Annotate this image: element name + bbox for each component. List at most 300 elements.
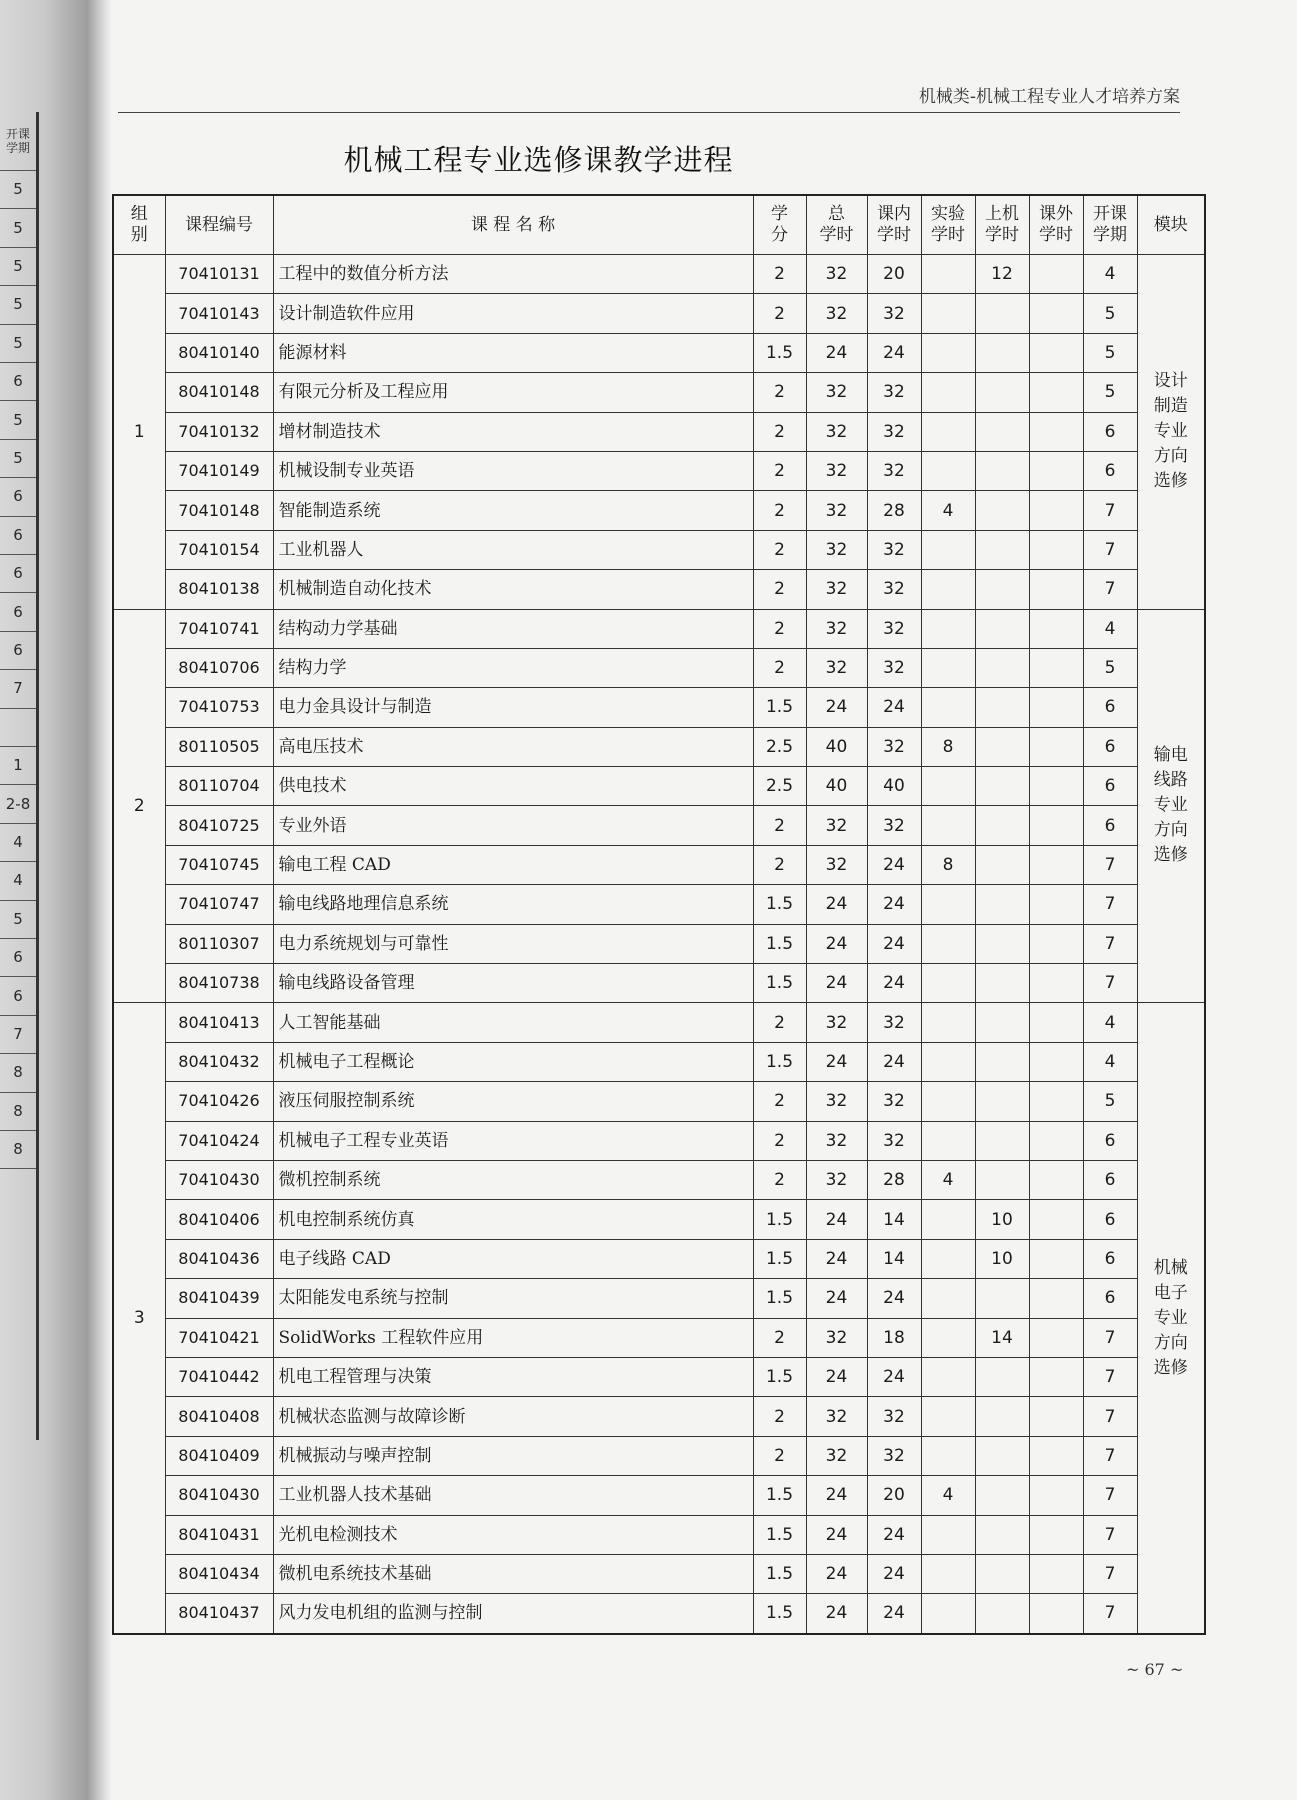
total-hours-cell: 24 xyxy=(806,924,867,963)
credit-cell: 2 xyxy=(753,530,806,569)
lab-hours-cell xyxy=(921,688,975,727)
total-hours-cell: 32 xyxy=(806,451,867,490)
total-hours-cell: 32 xyxy=(806,1436,867,1475)
previous-page-semester-cell: 6 xyxy=(0,362,36,401)
course-code-cell: 80410413 xyxy=(165,1003,273,1042)
course-name-cell: 能源材料 xyxy=(273,333,753,372)
extracurricular-hours-cell xyxy=(1029,1239,1083,1278)
semester-cell: 5 xyxy=(1083,333,1137,372)
computer-hours-cell xyxy=(975,1121,1029,1160)
total-hours-cell: 32 xyxy=(806,806,867,845)
total-hours-cell: 24 xyxy=(806,1200,867,1239)
course-name-cell: 微机控制系统 xyxy=(273,1160,753,1199)
extracurricular-hours-cell xyxy=(1029,1436,1083,1475)
header-lab-hours: 实验 学时 xyxy=(921,195,975,255)
header-course-code: 课程编号 xyxy=(165,195,273,255)
computer-hours-cell xyxy=(975,491,1029,530)
course-code-cell: 70410753 xyxy=(165,688,273,727)
course-code-cell: 80410725 xyxy=(165,806,273,845)
header-extracurricular-hours: 课外 学时 xyxy=(1029,195,1083,255)
table-row xyxy=(113,727,1205,766)
previous-page-semester-cell: 2-8 xyxy=(0,784,36,823)
course-code-cell: 80110704 xyxy=(165,767,273,806)
course-name-cell: 供电技术 xyxy=(273,767,753,806)
lecture-hours-cell: 24 xyxy=(867,964,921,1003)
table-row xyxy=(113,1397,1205,1436)
lecture-hours-cell: 32 xyxy=(867,806,921,845)
lab-hours-cell xyxy=(921,964,975,1003)
lecture-hours-cell: 20 xyxy=(867,255,921,294)
previous-page-semester-cell: 5 xyxy=(0,439,36,478)
lecture-hours-cell: 32 xyxy=(867,1436,921,1475)
extracurricular-hours-cell xyxy=(1029,1554,1083,1593)
previous-page-semester-cell: 1 xyxy=(0,746,36,785)
credit-cell: 2 xyxy=(753,491,806,530)
lecture-hours-cell: 24 xyxy=(867,845,921,884)
header-semester: 开课 学期 xyxy=(1083,195,1137,255)
course-code-cell: 80410439 xyxy=(165,1279,273,1318)
computer-hours-cell xyxy=(975,333,1029,372)
course-name-cell: 输电线路设备管理 xyxy=(273,964,753,1003)
table-row xyxy=(113,1554,1205,1593)
extracurricular-hours-cell xyxy=(1029,1082,1083,1121)
previous-page-semester-cell: 6 xyxy=(0,516,36,555)
computer-hours-cell xyxy=(975,1436,1029,1475)
lab-hours-cell xyxy=(921,1436,975,1475)
course-code-cell: 70410421 xyxy=(165,1318,273,1357)
lecture-hours-cell: 24 xyxy=(867,688,921,727)
credit-cell: 1.5 xyxy=(753,688,806,727)
previous-page-semester-cell: 6 xyxy=(0,938,36,977)
total-hours-cell: 24 xyxy=(806,333,867,372)
course-name-cell: 智能制造系统 xyxy=(273,491,753,530)
course-name-cell: 机械电子工程概论 xyxy=(273,1042,753,1081)
total-hours-cell: 24 xyxy=(806,1239,867,1278)
lecture-hours-cell: 32 xyxy=(867,1121,921,1160)
lecture-hours-cell: 40 xyxy=(867,767,921,806)
computer-hours-cell xyxy=(975,845,1029,884)
table-row xyxy=(113,924,1205,963)
lab-hours-cell xyxy=(921,1554,975,1593)
lecture-hours-cell: 24 xyxy=(867,1279,921,1318)
lecture-hours-cell: 32 xyxy=(867,412,921,451)
lab-hours-cell: 4 xyxy=(921,1160,975,1199)
lecture-hours-cell: 24 xyxy=(867,1515,921,1554)
lecture-hours-cell: 24 xyxy=(867,333,921,372)
course-name-cell: 机电工程管理与决策 xyxy=(273,1357,753,1396)
total-hours-cell: 24 xyxy=(806,964,867,1003)
course-name-cell: 光机电检测技术 xyxy=(273,1515,753,1554)
course-name-cell: 微机电系统技术基础 xyxy=(273,1554,753,1593)
computer-hours-cell xyxy=(975,1160,1029,1199)
semester-cell: 6 xyxy=(1083,727,1137,766)
total-hours-cell: 32 xyxy=(806,609,867,648)
lecture-hours-cell: 32 xyxy=(867,294,921,333)
credit-cell: 2 xyxy=(753,1082,806,1121)
extracurricular-hours-cell xyxy=(1029,609,1083,648)
table-row xyxy=(113,294,1205,333)
group-number: 2 xyxy=(113,609,165,1003)
course-code-cell: 80410706 xyxy=(165,648,273,687)
credit-cell: 1.5 xyxy=(753,1200,806,1239)
previous-page-semester-cell xyxy=(0,708,36,747)
semester-cell: 7 xyxy=(1083,1515,1137,1554)
course-name-cell: 结构力学 xyxy=(273,648,753,687)
previous-page-semester-cell: 6 xyxy=(0,592,36,631)
total-hours-cell: 32 xyxy=(806,1397,867,1436)
total-hours-cell: 32 xyxy=(806,491,867,530)
lecture-hours-cell: 20 xyxy=(867,1476,921,1515)
table-row xyxy=(113,1121,1205,1160)
previous-page-semester-cell: 6 xyxy=(0,976,36,1015)
table-row xyxy=(113,1594,1205,1634)
course-name-cell: 结构动力学基础 xyxy=(273,609,753,648)
lecture-hours-cell: 32 xyxy=(867,1003,921,1042)
lecture-hours-cell: 32 xyxy=(867,1397,921,1436)
total-hours-cell: 24 xyxy=(806,1357,867,1396)
credit-cell: 1.5 xyxy=(753,1515,806,1554)
course-code-cell: 80410406 xyxy=(165,1200,273,1239)
lecture-hours-cell: 28 xyxy=(867,491,921,530)
semester-cell: 7 xyxy=(1083,1476,1137,1515)
course-name-cell: 液压伺服控制系统 xyxy=(273,1082,753,1121)
lab-hours-cell xyxy=(921,648,975,687)
semester-cell: 7 xyxy=(1083,1357,1137,1396)
credit-cell: 2 xyxy=(753,412,806,451)
previous-page-semester-cell: 4 xyxy=(0,861,36,900)
table-row xyxy=(113,1279,1205,1318)
computer-hours-cell xyxy=(975,609,1029,648)
total-hours-cell: 24 xyxy=(806,1042,867,1081)
extracurricular-hours-cell xyxy=(1029,1515,1083,1554)
lab-hours-cell xyxy=(921,1239,975,1278)
course-name-cell: 工业机器人 xyxy=(273,530,753,569)
extracurricular-hours-cell xyxy=(1029,767,1083,806)
lab-hours-cell xyxy=(921,1082,975,1121)
credit-cell: 1.5 xyxy=(753,1357,806,1396)
course-name-cell: 机电控制系统仿真 xyxy=(273,1200,753,1239)
extracurricular-hours-cell xyxy=(1029,924,1083,963)
header-computer-hours: 上机 学时 xyxy=(975,195,1029,255)
extracurricular-hours-cell xyxy=(1029,1042,1083,1081)
computer-hours-cell xyxy=(975,412,1029,451)
semester-cell: 5 xyxy=(1083,294,1137,333)
lab-hours-cell xyxy=(921,1200,975,1239)
total-hours-cell: 24 xyxy=(806,1594,867,1634)
lab-hours-cell xyxy=(921,1515,975,1554)
extracurricular-hours-cell xyxy=(1029,333,1083,372)
lecture-hours-cell: 24 xyxy=(867,924,921,963)
table-row xyxy=(113,688,1205,727)
course-name-cell: 增材制造技术 xyxy=(273,412,753,451)
table-row xyxy=(113,1200,1205,1239)
credit-cell: 2 xyxy=(753,609,806,648)
running-header-text: 机械类-机械工程专业人才培养方案 xyxy=(918,87,1180,107)
lab-hours-cell xyxy=(921,255,975,294)
page-number: ~ 67 ~ xyxy=(1126,1660,1184,1679)
computer-hours-cell xyxy=(975,1042,1029,1081)
table-row xyxy=(113,1436,1205,1475)
total-hours-cell: 32 xyxy=(806,845,867,884)
course-code-cell: 80410138 xyxy=(165,570,273,609)
group-number: 1 xyxy=(113,255,165,610)
module-label: 机械 电子 专业 方向 选修 xyxy=(1137,1003,1205,1634)
semester-cell: 6 xyxy=(1083,806,1137,845)
table-header-row xyxy=(113,195,1205,255)
semester-cell: 6 xyxy=(1083,767,1137,806)
course-code-cell: 70410143 xyxy=(165,294,273,333)
previous-page-semester-cell: 5 xyxy=(0,400,36,439)
table-row xyxy=(113,373,1205,412)
previous-page-semester-cell: 8 xyxy=(0,1130,36,1169)
computer-hours-cell xyxy=(975,373,1029,412)
extracurricular-hours-cell xyxy=(1029,294,1083,333)
course-name-cell: 机械电子工程专业英语 xyxy=(273,1121,753,1160)
total-hours-cell: 32 xyxy=(806,373,867,412)
course-code-cell: 80410738 xyxy=(165,964,273,1003)
course-code-cell: 80410436 xyxy=(165,1239,273,1278)
table-row xyxy=(113,1476,1205,1515)
table-row xyxy=(113,333,1205,372)
lab-hours-cell xyxy=(921,570,975,609)
semester-cell: 7 xyxy=(1083,530,1137,569)
table-row xyxy=(113,964,1205,1003)
extracurricular-hours-cell xyxy=(1029,1200,1083,1239)
extracurricular-hours-cell xyxy=(1029,451,1083,490)
course-name-cell: 高电压技术 xyxy=(273,727,753,766)
total-hours-cell: 32 xyxy=(806,294,867,333)
credit-cell: 1.5 xyxy=(753,885,806,924)
lab-hours-cell xyxy=(921,451,975,490)
extracurricular-hours-cell xyxy=(1029,964,1083,1003)
computer-hours-cell xyxy=(975,1279,1029,1318)
course-name-cell: 太阳能发电系统与控制 xyxy=(273,1279,753,1318)
previous-page-semester-cell: 5 xyxy=(0,170,36,209)
credit-cell: 2 xyxy=(753,1397,806,1436)
credit-cell: 1.5 xyxy=(753,1239,806,1278)
table-row xyxy=(113,1082,1205,1121)
total-hours-cell: 24 xyxy=(806,1554,867,1593)
semester-cell: 6 xyxy=(1083,451,1137,490)
total-hours-cell: 32 xyxy=(806,530,867,569)
computer-hours-cell xyxy=(975,1515,1029,1554)
total-hours-cell: 32 xyxy=(806,1318,867,1357)
semester-cell: 7 xyxy=(1083,1436,1137,1475)
previous-page-semester-cell: 5 xyxy=(0,900,36,939)
semester-cell: 7 xyxy=(1083,1397,1137,1436)
previous-page-semester-cell: 5 xyxy=(0,208,36,247)
course-code-cell: 80410409 xyxy=(165,1436,273,1475)
credit-cell: 2 xyxy=(753,648,806,687)
course-name-cell: 输电线路地理信息系统 xyxy=(273,885,753,924)
computer-hours-cell xyxy=(975,294,1029,333)
module-label: 输电 线路 专业 方向 选修 xyxy=(1137,609,1205,1003)
course-name-cell: 机械制造自动化技术 xyxy=(273,570,753,609)
table-row xyxy=(113,1239,1205,1278)
course-code-cell: 80410432 xyxy=(165,1042,273,1081)
extracurricular-hours-cell xyxy=(1029,885,1083,924)
course-name-cell: 机械振动与噪声控制 xyxy=(273,1436,753,1475)
lecture-hours-cell: 32 xyxy=(867,648,921,687)
lecture-hours-cell: 24 xyxy=(867,1554,921,1593)
course-code-cell: 70410747 xyxy=(165,885,273,924)
course-name-cell: 风力发电机组的监测与控制 xyxy=(273,1594,753,1634)
table-row xyxy=(113,530,1205,569)
credit-cell: 2.5 xyxy=(753,767,806,806)
course-code-cell: 70410442 xyxy=(165,1357,273,1396)
lab-hours-cell xyxy=(921,530,975,569)
computer-hours-cell xyxy=(975,648,1029,687)
computer-hours-cell xyxy=(975,885,1029,924)
previous-page-semester-cell: 7 xyxy=(0,669,36,708)
credit-cell: 1.5 xyxy=(753,924,806,963)
lab-hours-cell: 4 xyxy=(921,491,975,530)
course-code-cell: 70410131 xyxy=(165,255,273,294)
semester-cell: 7 xyxy=(1083,845,1137,884)
lab-hours-cell: 8 xyxy=(921,727,975,766)
credit-cell: 2 xyxy=(753,1436,806,1475)
credit-cell: 1.5 xyxy=(753,1042,806,1081)
lecture-hours-cell: 32 xyxy=(867,609,921,648)
semester-cell: 5 xyxy=(1083,1082,1137,1121)
course-name-cell: 电力金具设计与制造 xyxy=(273,688,753,727)
computer-hours-cell xyxy=(975,806,1029,845)
semester-cell: 6 xyxy=(1083,1121,1137,1160)
course-code-cell: 80410437 xyxy=(165,1594,273,1634)
header-credit: 学 分 xyxy=(753,195,806,255)
lecture-hours-cell: 32 xyxy=(867,373,921,412)
computer-hours-cell xyxy=(975,964,1029,1003)
credit-cell: 1.5 xyxy=(753,964,806,1003)
computer-hours-cell xyxy=(975,767,1029,806)
table-row xyxy=(113,1042,1205,1081)
table-row xyxy=(113,1318,1205,1357)
extracurricular-hours-cell xyxy=(1029,570,1083,609)
credit-cell: 1.5 xyxy=(753,1554,806,1593)
semester-cell: 7 xyxy=(1083,570,1137,609)
lab-hours-cell xyxy=(921,924,975,963)
total-hours-cell: 32 xyxy=(806,1003,867,1042)
lab-hours-cell xyxy=(921,1357,975,1396)
course-code-cell: 70410745 xyxy=(165,845,273,884)
course-code-cell: 70410154 xyxy=(165,530,273,569)
semester-cell: 4 xyxy=(1083,609,1137,648)
total-hours-cell: 32 xyxy=(806,1160,867,1199)
lecture-hours-cell: 32 xyxy=(867,451,921,490)
total-hours-cell: 32 xyxy=(806,1082,867,1121)
lab-hours-cell xyxy=(921,1003,975,1042)
course-code-cell: 70410149 xyxy=(165,451,273,490)
computer-hours-cell xyxy=(975,1357,1029,1396)
course-code-cell: 80410430 xyxy=(165,1476,273,1515)
computer-hours-cell xyxy=(975,1476,1029,1515)
extracurricular-hours-cell xyxy=(1029,648,1083,687)
lab-hours-cell xyxy=(921,412,975,451)
extracurricular-hours-cell xyxy=(1029,373,1083,412)
course-code-cell: 70410148 xyxy=(165,491,273,530)
semester-cell: 7 xyxy=(1083,1318,1137,1357)
header-course-name: 课 程 名 称 xyxy=(273,195,753,255)
total-hours-cell: 40 xyxy=(806,727,867,766)
lab-hours-cell xyxy=(921,885,975,924)
credit-cell: 2 xyxy=(753,1003,806,1042)
computer-hours-cell xyxy=(975,924,1029,963)
extracurricular-hours-cell xyxy=(1029,727,1083,766)
course-name-cell: SolidWorks 工程软件应用 xyxy=(273,1318,753,1357)
previous-page-semester-cell: 5 xyxy=(0,285,36,324)
lab-hours-cell xyxy=(921,1279,975,1318)
page-title: 机械工程专业选修课教学进程 xyxy=(343,143,734,177)
semester-cell: 6 xyxy=(1083,1239,1137,1278)
header-module: 模块 xyxy=(1137,195,1205,255)
table-row xyxy=(113,767,1205,806)
extracurricular-hours-cell xyxy=(1029,1160,1083,1199)
course-code-cell: 80410431 xyxy=(165,1515,273,1554)
table-row xyxy=(113,1357,1205,1396)
course-code-cell: 80110307 xyxy=(165,924,273,963)
course-code-cell: 80410140 xyxy=(165,333,273,372)
course-name-cell: 机械设制专业英语 xyxy=(273,451,753,490)
semester-cell: 7 xyxy=(1083,1594,1137,1634)
previous-page-semester-cell: 8 xyxy=(0,1053,36,1092)
course-code-cell: 80410408 xyxy=(165,1397,273,1436)
total-hours-cell: 24 xyxy=(806,1279,867,1318)
total-hours-cell: 40 xyxy=(806,767,867,806)
table-row xyxy=(113,491,1205,530)
header-total-hours: 总 学时 xyxy=(806,195,867,255)
credit-cell: 2 xyxy=(753,451,806,490)
previous-page-semester-cell: 6 xyxy=(0,554,36,593)
credit-cell: 1.5 xyxy=(753,1279,806,1318)
course-code-cell: 80410148 xyxy=(165,373,273,412)
extracurricular-hours-cell xyxy=(1029,1003,1083,1042)
course-name-cell: 机械状态监测与故障诊断 xyxy=(273,1397,753,1436)
computer-hours-cell: 14 xyxy=(975,1318,1029,1357)
previous-page-semester-header: 开课 学期 xyxy=(0,112,36,171)
credit-cell: 2 xyxy=(753,255,806,294)
course-code-cell: 70410430 xyxy=(165,1160,273,1199)
total-hours-cell: 24 xyxy=(806,885,867,924)
table-row xyxy=(113,255,1205,294)
computer-hours-cell xyxy=(975,688,1029,727)
computer-hours-cell xyxy=(975,1554,1029,1593)
computer-hours-cell: 12 xyxy=(975,255,1029,294)
computer-hours-cell xyxy=(975,530,1029,569)
lecture-hours-cell: 32 xyxy=(867,570,921,609)
lab-hours-cell: 4 xyxy=(921,1476,975,1515)
course-code-cell: 70410426 xyxy=(165,1082,273,1121)
course-code-cell: 80410434 xyxy=(165,1554,273,1593)
lecture-hours-cell: 14 xyxy=(867,1239,921,1278)
computer-hours-cell xyxy=(975,727,1029,766)
course-code-cell: 80110505 xyxy=(165,727,273,766)
total-hours-cell: 32 xyxy=(806,648,867,687)
extracurricular-hours-cell xyxy=(1029,688,1083,727)
lab-hours-cell xyxy=(921,1397,975,1436)
credit-cell: 2 xyxy=(753,806,806,845)
course-name-cell: 人工智能基础 xyxy=(273,1003,753,1042)
total-hours-cell: 32 xyxy=(806,570,867,609)
semester-cell: 6 xyxy=(1083,1279,1137,1318)
lab-hours-cell xyxy=(921,1594,975,1634)
semester-cell: 7 xyxy=(1083,491,1137,530)
credit-cell: 2 xyxy=(753,570,806,609)
group-number: 3 xyxy=(113,1003,165,1634)
computer-hours-cell xyxy=(975,451,1029,490)
computer-hours-cell xyxy=(975,1003,1029,1042)
total-hours-cell: 24 xyxy=(806,1476,867,1515)
previous-page-semester-cell: 7 xyxy=(0,1015,36,1054)
